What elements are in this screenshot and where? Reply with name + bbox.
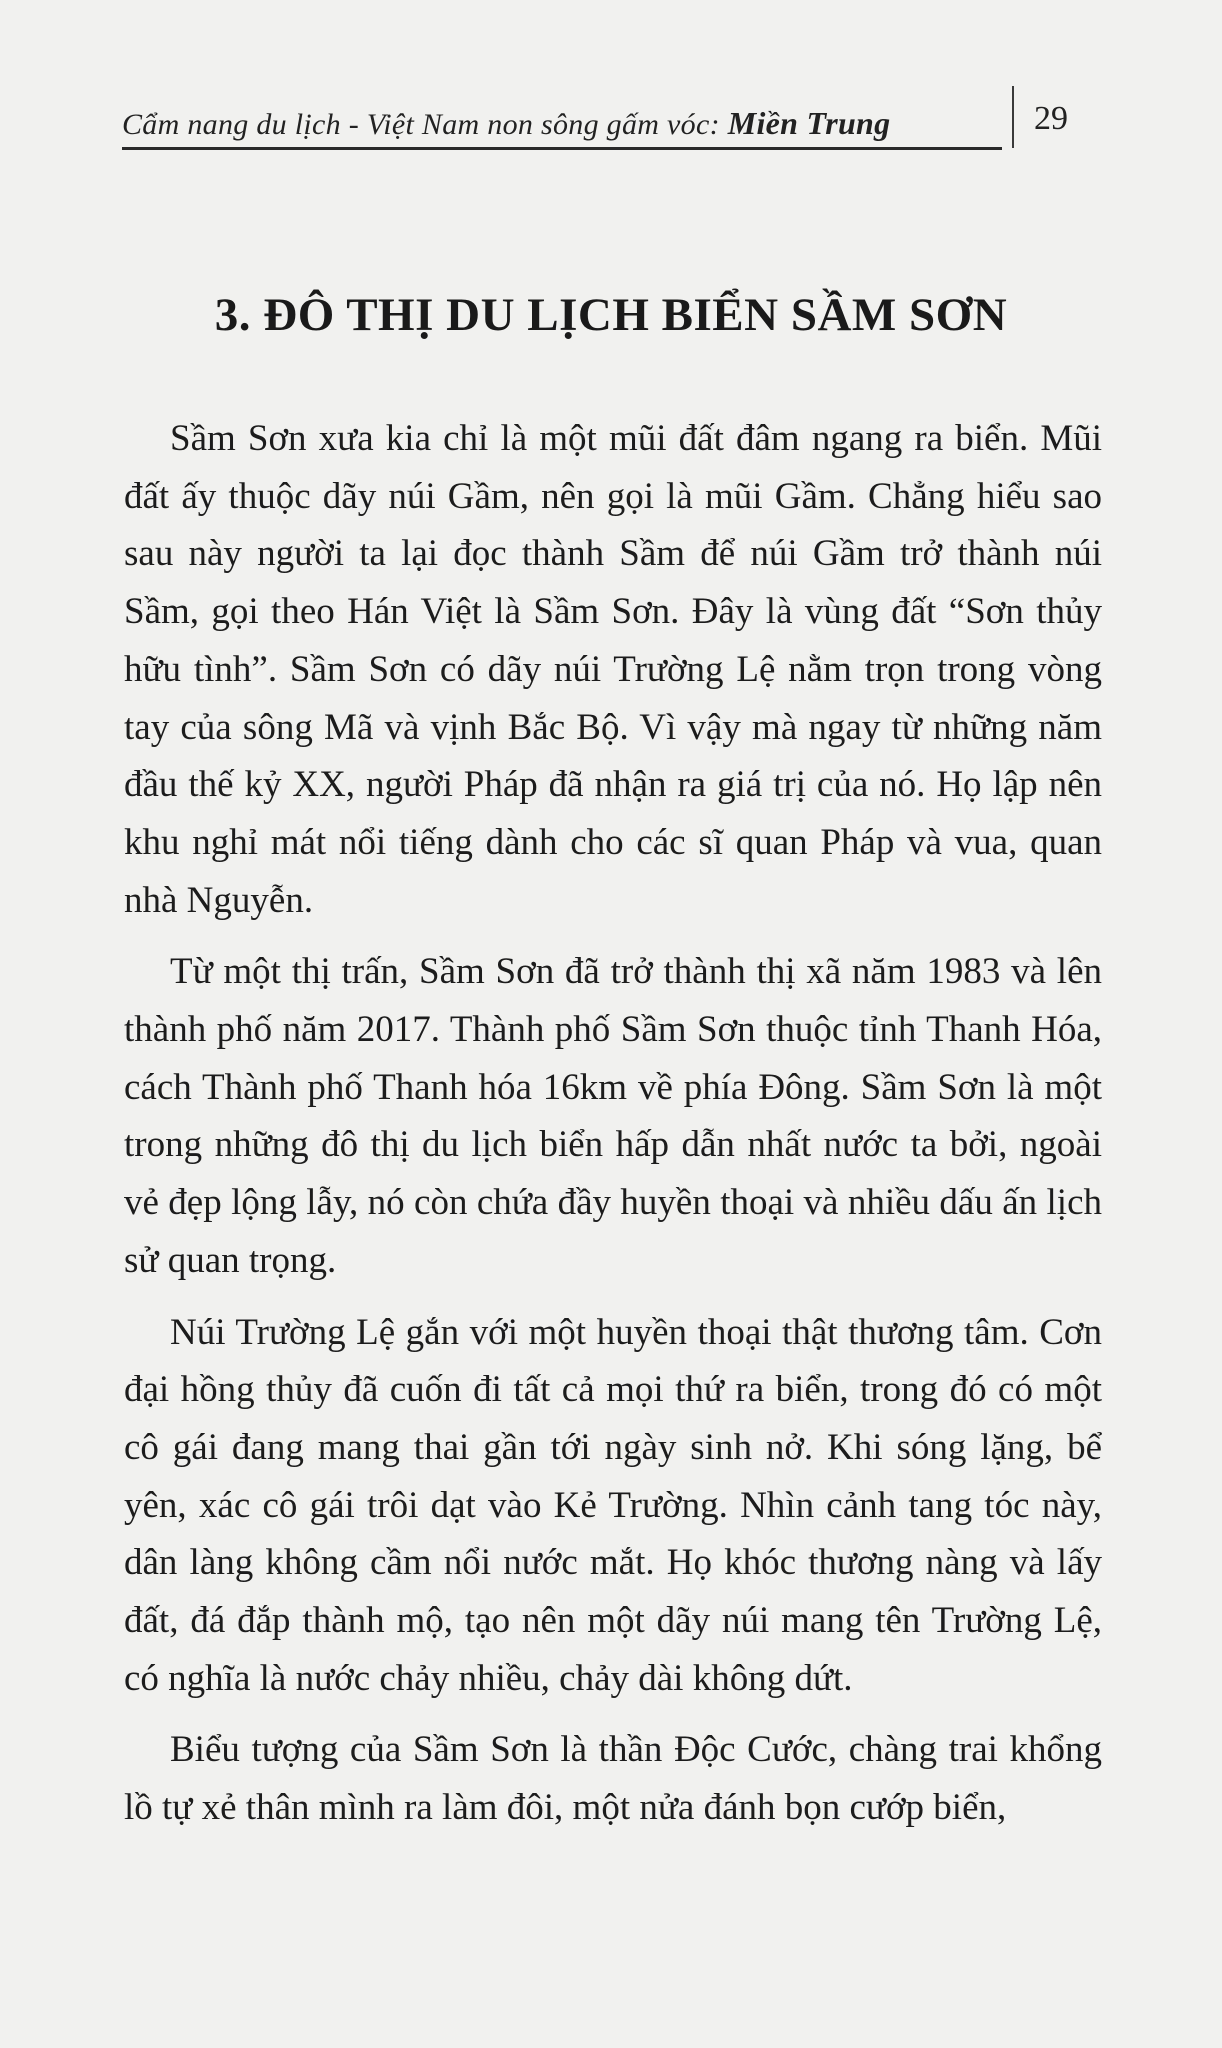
running-title-text: Cẩm nang du lịch - Việt Nam non sông gấm vóc: — [122, 108, 720, 141]
header-divider — [1012, 86, 1014, 148]
running-title — [122, 105, 890, 142]
paragraph-1: Sầm Sơn xưa kia chỉ là một mũi đất đâm ngang ra biển. Mũi đất ấy thuộc dãy núi Gầm, nên gọi là mũi Gầm. Chẳng hiểu sao sau này người ta lại đọc thành Sầm để núi Gầm trở thành núi Sầm, gọi theo Hán Việt là Sầm Sơn. Đây là vùng đất “Sơn thủy hữu tình”. Sầm Sơn có dãy núi Trường Lệ nằm trọn trong vòng tay của sông Mã và vịnh Bắc Bộ. Vì vậy mà ngay từ những năm đầu thế kỷ XX, người Pháp đã nhận ra giá trị của nó. Họ lập nên khu nghỉ mát nổi tiếng dành cho các sĩ quan Pháp và vua, quan nhà Nguyễn. — [124, 418, 1102, 921]
page-number: 29 — [1034, 100, 1068, 137]
body-text — [124, 410, 1102, 1851]
paragraph-4: Biểu tượng của Sầm Sơn là thần Độc Cước, chàng trai khổng lồ tự xẻ thân mình ra làm đôi, một nửa đánh bọn cướp biển, — [124, 1729, 1102, 1829]
paragraph-2: Từ một thị trấn, Sầm Sơn đã trở thành thị xã năm 1983 và lên thành phố năm 2017. Thành phố Sầm Sơn thuộc tỉnh Thanh Hóa, cách Thành phố Thanh hóa 16km về phía Đông. Sầm Sơn là một trong những đô thị du lịch biển hấp dẫn nhất nước ta bởi, ngoài vẻ đẹp lộng lẫy, nó còn chứa đầy huyền thoại và nhiều dấu ấn lịch sử quan trọng. — [124, 951, 1102, 1281]
header-rule — [122, 147, 1002, 150]
paragraph-3: Núi Trường Lệ gắn với một huyền thoại thật thương tâm. Cơn đại hồng thủy đã cuốn đi tất cả mọi thứ ra biển, trong đó có một cô gái đang mang thai gần tới ngày sinh nở. Khi sóng lặng, bể yên, xác cô gái trôi dạt vào Kẻ Trường. Nhìn cảnh tang tóc này, dân làng không cầm nổi nước mắt. Họ khóc thương nàng và lấy đất, đá đắp thành mộ, tạo nên một dãy núi mang tên Trường Lệ, có nghĩa là nước chảy nhiều, chảy dài không dứt. — [124, 1311, 1102, 1699]
section-title: 3. ĐÔ THỊ DU LỊCH BIỂN SẦM SƠN — [214, 289, 1008, 341]
running-title-part: Miền Trung — [727, 105, 891, 141]
running-header — [122, 92, 1002, 150]
